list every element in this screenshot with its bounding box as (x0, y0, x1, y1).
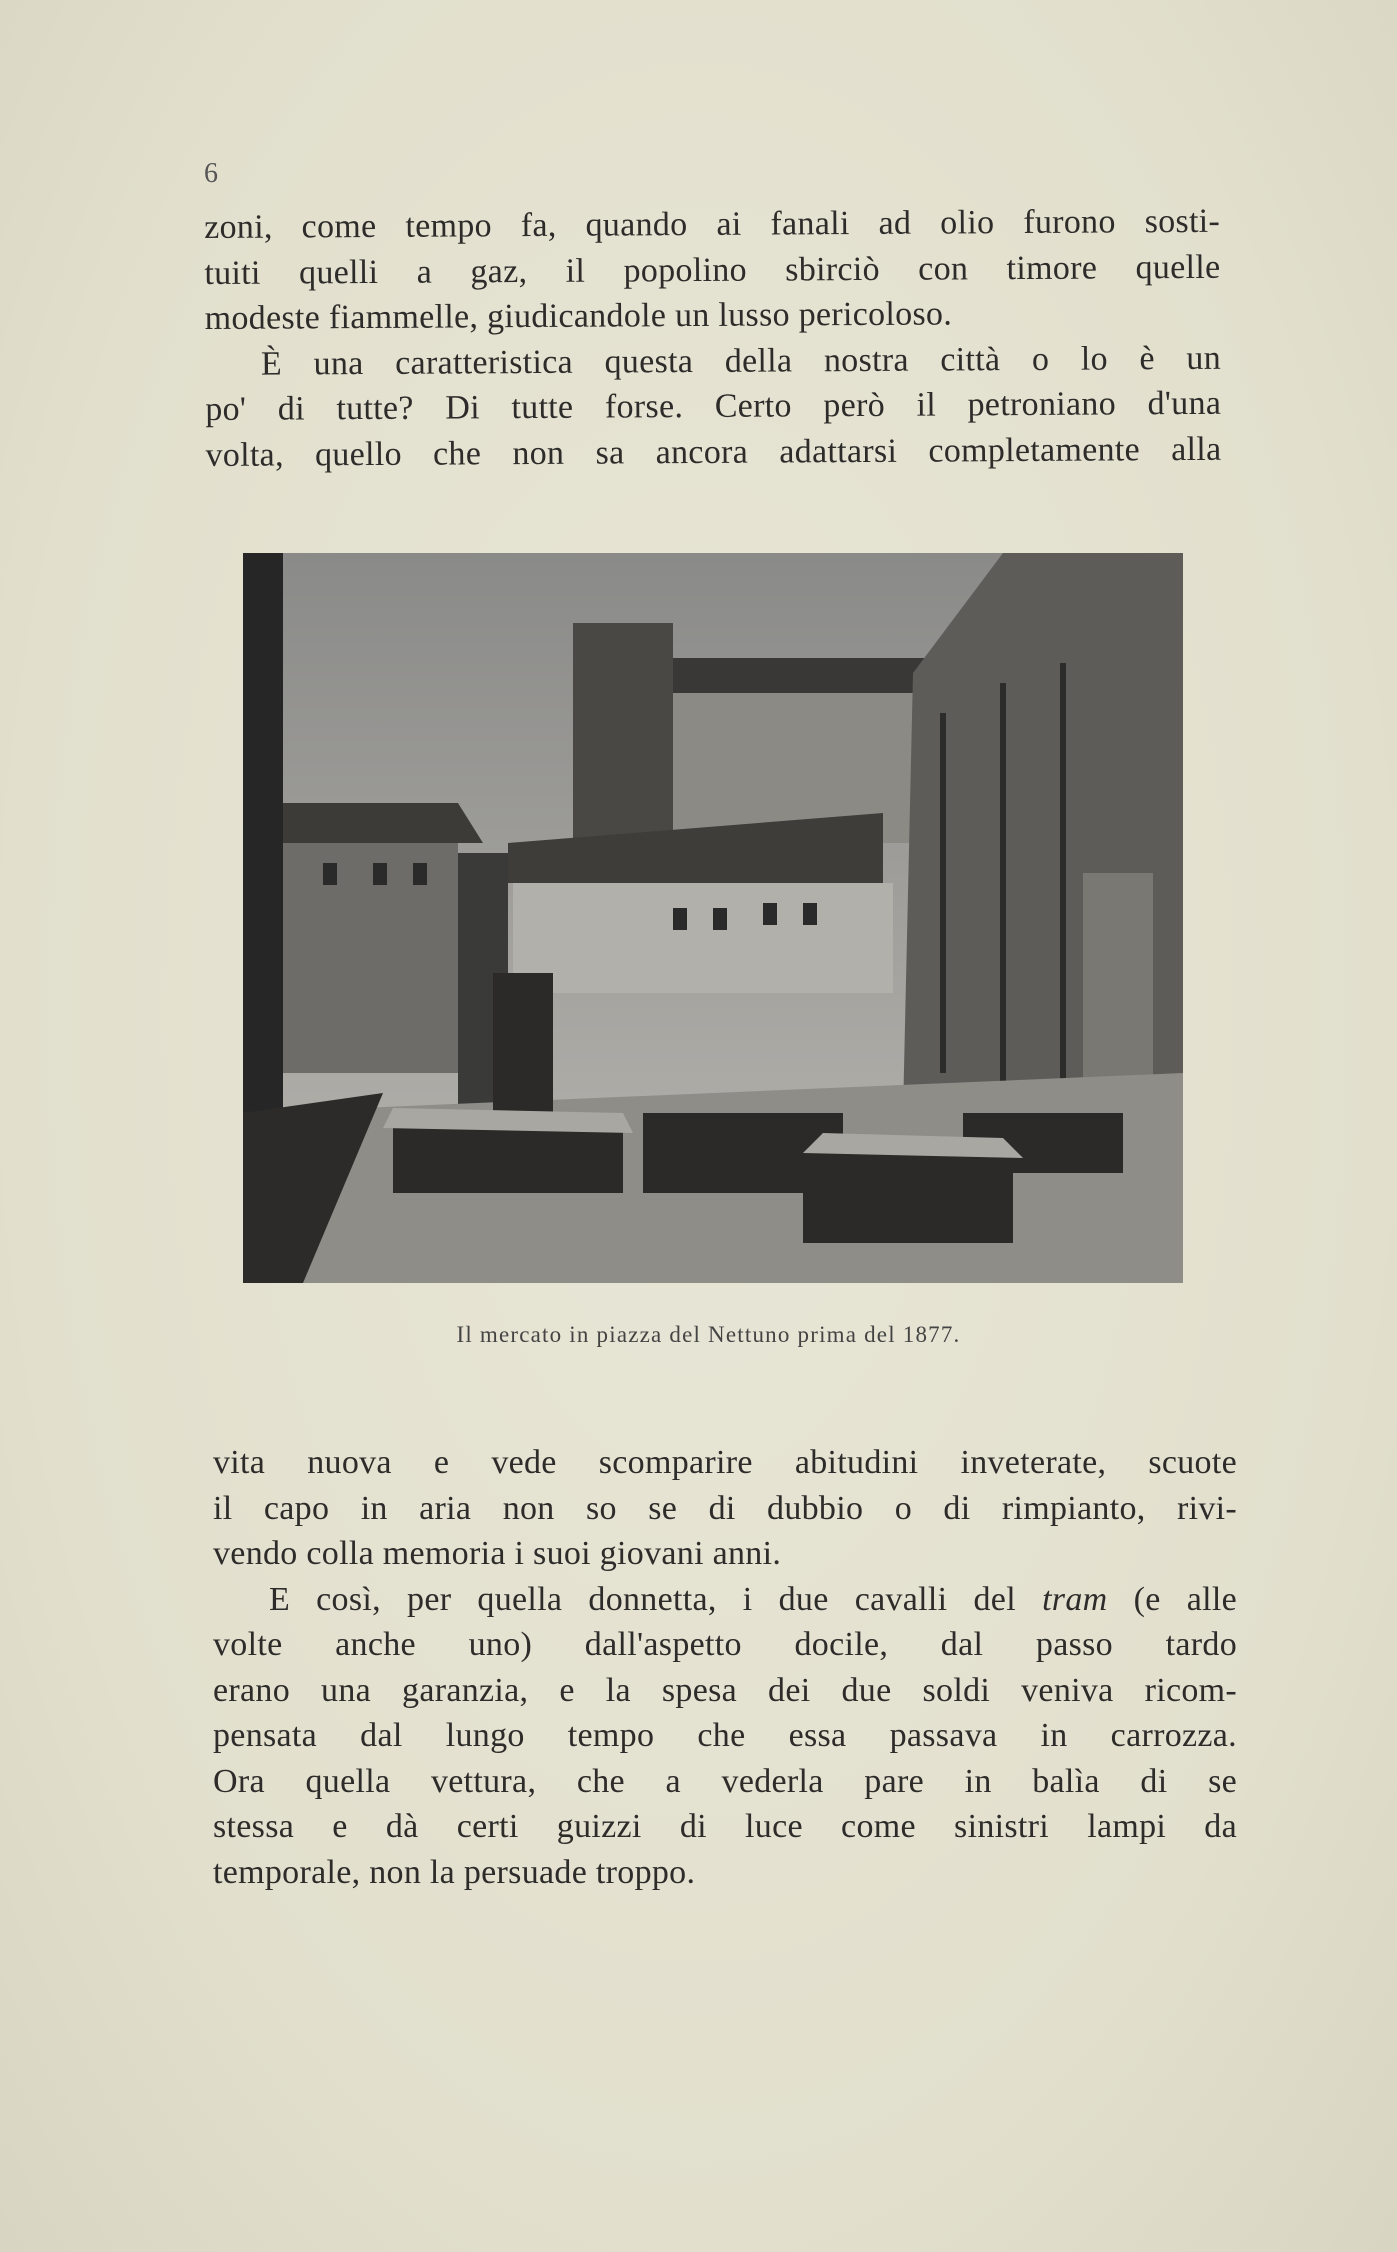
page-number: 6 (204, 158, 218, 189)
text-line: temporale, non la persuade troppo. (213, 1853, 696, 1891)
photo-illustration (243, 553, 1183, 1283)
text-block-top (204, 199, 1222, 478)
text-line: È una caratteristica questa della nostra città o lo è un (260, 339, 1222, 383)
italic-word: tram (1042, 1580, 1108, 1618)
text-line: zoni, come tempo fa, quando ai fanali ad olio furono sosti- (204, 202, 1221, 246)
text-line: tuiti quelli a gaz, il popolino sbirciò con timore quelle (204, 248, 1221, 292)
text-line: il capo in aria non so se di dubbio o di rimpianto, rivi- (213, 1489, 1237, 1527)
text-block-bottom (213, 1440, 1237, 1895)
text-line (213, 1577, 1237, 1623)
text-span: E così, per quella donnetta, i due cavalli del (269, 1580, 1016, 1618)
text-line: stessa e dà certi guizzi di luce come sinistri lampi da (213, 1808, 1237, 1845)
text-span: (e alle (1133, 1580, 1237, 1618)
text-line: Ora quella vettura, che a vederla pare in balìa di se (213, 1762, 1237, 1800)
text-line: volta, quello che non sa ancora adattarsi completamente alla (205, 430, 1222, 474)
text-line: volte anche uno) dall'aspetto docile, dal passo tardo (213, 1626, 1237, 1663)
text-line: vendo colla memoria i suoi giovani anni. (213, 1535, 782, 1572)
text-line: pensata dal lungo tempo che essa passava in carrozza. (213, 1717, 1237, 1754)
text-line: erano una garanzia, e la spesa dei due soldi veniva ricom- (213, 1671, 1237, 1709)
market-photograph (243, 553, 1183, 1283)
figure-caption: Il mercato in piazza del Nettuno prima del 1877. (456, 1322, 961, 1347)
text-line: vita nuova e vede scomparire abitudini inveterate, scuote (213, 1444, 1237, 1481)
text-line: modeste fiammelle, giudicandole un lusso pericoloso. (204, 295, 953, 337)
text-line: po' di tutte? Di tutte forse. Certo però il petroniano d'una (205, 384, 1222, 428)
